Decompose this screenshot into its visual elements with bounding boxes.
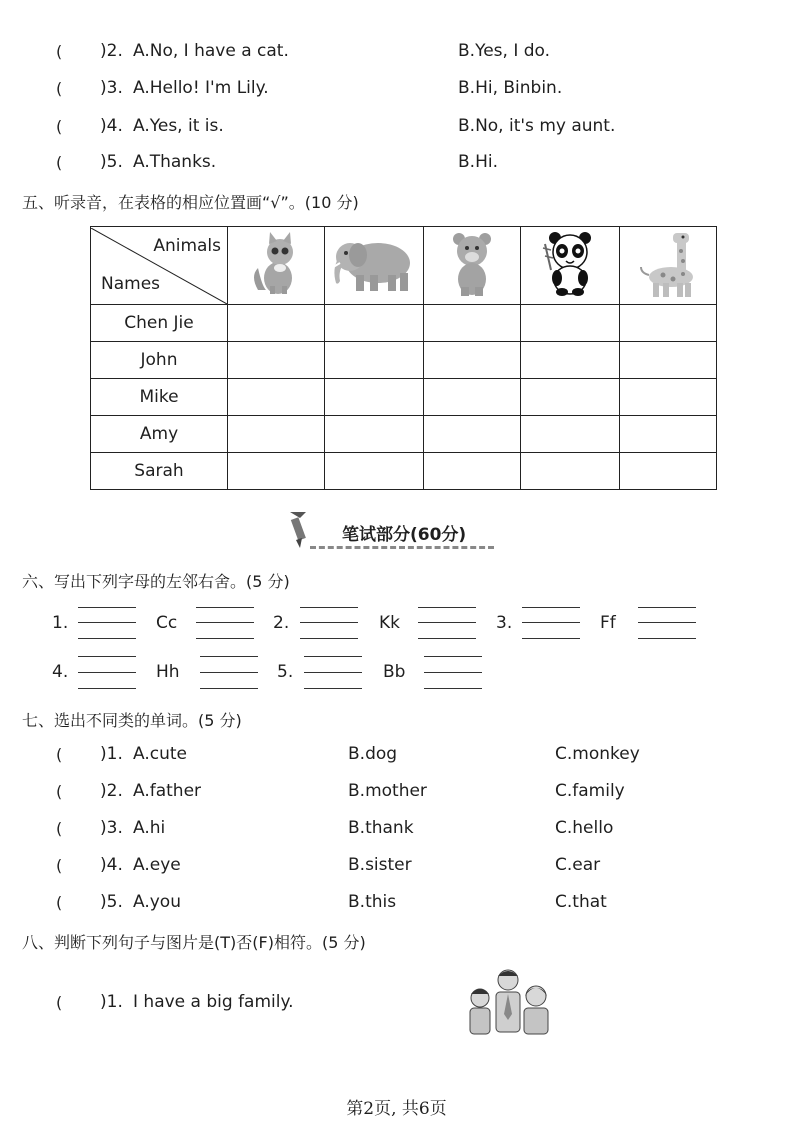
item-number: )1.: [100, 744, 123, 764]
writing-line[interactable]: [300, 622, 358, 623]
writing-line[interactable]: [304, 672, 362, 673]
answer-cell[interactable]: [620, 453, 717, 490]
answer-paren[interactable]: (: [56, 856, 63, 875]
option-c: C.monkey: [555, 744, 640, 764]
giraffe-cell: [620, 227, 717, 305]
writing-line[interactable]: [78, 638, 136, 639]
banner-underline: [310, 546, 494, 549]
answer-cell[interactable]: [424, 342, 521, 379]
answer-cell[interactable]: [424, 416, 521, 453]
writing-line[interactable]: [300, 638, 358, 639]
elephant-icon: [328, 233, 420, 293]
item-number: )4.: [100, 855, 123, 875]
item-number: 5.: [277, 662, 294, 682]
item-number: 1.: [52, 613, 69, 633]
name-cell: John: [91, 342, 228, 379]
option-a: A.you: [133, 892, 181, 912]
answer-cell[interactable]: [521, 342, 620, 379]
item-number: )1.: [100, 992, 123, 1012]
option-b: B.thank: [348, 818, 414, 838]
answer-cell[interactable]: [521, 379, 620, 416]
option-b: B.dog: [348, 744, 398, 764]
item-number: )5.: [100, 892, 123, 912]
cat-icon: [246, 228, 306, 298]
answer-paren[interactable]: (: [56, 819, 63, 838]
name-cell: Sarah: [91, 453, 228, 490]
answer-cell[interactable]: [325, 305, 424, 342]
answer-cell[interactable]: [325, 453, 424, 490]
writing-line[interactable]: [522, 638, 580, 639]
writing-line[interactable]: [78, 688, 136, 689]
page-number: 第2页, 共6页: [346, 1099, 447, 1119]
answer-paren[interactable]: (: [56, 782, 63, 801]
writing-line[interactable]: [196, 622, 254, 623]
writing-line[interactable]: [638, 607, 696, 608]
writing-line[interactable]: [424, 688, 482, 689]
table-row: [91, 342, 717, 379]
item-number: )5.: [100, 152, 123, 172]
writing-line[interactable]: [78, 622, 136, 623]
writing-line[interactable]: [424, 672, 482, 673]
header-animals: Animals: [153, 235, 221, 256]
option-a: A.father: [133, 781, 202, 801]
writing-line[interactable]: [418, 607, 476, 608]
writing-line[interactable]: [638, 638, 696, 639]
writing-line[interactable]: [196, 638, 254, 639]
elephant-cell: [325, 227, 424, 305]
answer-paren[interactable]: (: [56, 79, 63, 98]
section5-title: 五、听录音，在表格的相应位置画“√”。(10 分): [22, 193, 359, 212]
answer-cell[interactable]: [620, 305, 717, 342]
given-letter: Kk: [379, 613, 400, 633]
given-letter: Bb: [383, 662, 406, 682]
option-b: B.this: [348, 892, 397, 912]
answer-cell[interactable]: [228, 416, 325, 453]
answer-paren[interactable]: (: [56, 153, 63, 172]
answer-cell[interactable]: [620, 379, 717, 416]
option-c: C.that: [555, 892, 607, 912]
option-a: A.eye: [133, 855, 181, 875]
option-b: B.sister: [348, 855, 412, 875]
table-row: [91, 379, 717, 416]
answer-cell[interactable]: [521, 416, 620, 453]
section8-title: 八、判断下列句子与图片是(T)否(F)相符。(5 分): [22, 933, 366, 952]
banner-label: 笔试部分(60分): [342, 525, 467, 545]
table-header-row: [91, 227, 717, 305]
item-number: 4.: [52, 662, 69, 682]
section6-title: 六、写出下列字母的左邻右舍。(5 分): [22, 572, 290, 591]
answer-paren[interactable]: (: [56, 117, 63, 136]
giraffe-icon: [633, 227, 703, 299]
answer-cell[interactable]: [424, 379, 521, 416]
writing-line[interactable]: [300, 607, 358, 608]
answer-cell[interactable]: [228, 342, 325, 379]
given-letter: Cc: [156, 613, 178, 633]
answer-paren[interactable]: (: [56, 745, 63, 764]
answer-cell[interactable]: [325, 342, 424, 379]
option-b: B.No, it's my aunt.: [458, 116, 616, 136]
answer-cell[interactable]: [325, 379, 424, 416]
cat-cell: [228, 227, 325, 305]
answer-cell[interactable]: [228, 453, 325, 490]
header-names: Names: [101, 273, 161, 294]
option-b: B.mother: [348, 781, 427, 801]
item-number: )4.: [100, 116, 123, 136]
name-cell: Amy: [91, 416, 228, 453]
writing-line[interactable]: [418, 622, 476, 623]
table-row: [91, 416, 717, 453]
panda-icon: [537, 230, 603, 296]
name-cell: Mike: [91, 379, 228, 416]
answer-cell[interactable]: [424, 305, 521, 342]
item-number: 2.: [273, 613, 290, 633]
answer-cell[interactable]: [521, 305, 620, 342]
section7-title: 七、选出不同类的单词。(5 分): [22, 711, 242, 730]
writing-line[interactable]: [196, 607, 254, 608]
option-c: C.hello: [555, 818, 614, 838]
writing-line[interactable]: [200, 688, 258, 689]
item-number: )3.: [100, 818, 123, 838]
name-cell: Chen Jie: [91, 305, 228, 342]
writing-line[interactable]: [304, 656, 362, 657]
bear-icon: [447, 229, 497, 297]
table-row: [91, 305, 717, 342]
answer-paren[interactable]: (: [56, 42, 63, 61]
answer-paren[interactable]: (: [56, 893, 63, 912]
answer-cell[interactable]: [228, 305, 325, 342]
writing-line[interactable]: [522, 622, 580, 623]
writing-line[interactable]: [78, 656, 136, 657]
header-diagonal-cell: [91, 227, 228, 305]
writing-line[interactable]: [418, 638, 476, 639]
option-a: A.Thanks.: [133, 152, 217, 172]
writing-line[interactable]: [200, 672, 258, 673]
option-c: C.ear: [555, 855, 601, 875]
given-letter: Hh: [156, 662, 180, 682]
option-b: B.Yes, I do.: [458, 41, 551, 61]
option-a: A.Hello! I'm Lily.: [133, 78, 269, 98]
item-number: )3.: [100, 78, 123, 98]
answer-cell[interactable]: [521, 453, 620, 490]
option-a: A.Yes, it is.: [133, 116, 224, 136]
writing-line[interactable]: [304, 688, 362, 689]
answer-paren[interactable]: (: [56, 993, 63, 1012]
answer-cell[interactable]: [228, 379, 325, 416]
item-number: 3.: [496, 613, 513, 633]
option-c: C.family: [555, 781, 625, 801]
writing-line[interactable]: [424, 656, 482, 657]
writing-line[interactable]: [200, 656, 258, 657]
given-letter: Ff: [600, 613, 616, 633]
answer-cell[interactable]: [325, 416, 424, 453]
answer-cell[interactable]: [620, 342, 717, 379]
table-row: [91, 453, 717, 490]
item-number: )2.: [100, 781, 123, 801]
writing-line[interactable]: [78, 672, 136, 673]
animals-table: [90, 226, 717, 490]
option-b: B.Hi.: [458, 152, 498, 172]
option-a: A.cute: [133, 744, 187, 764]
option-a: A.No, I have a cat.: [133, 41, 289, 61]
bear-cell: [424, 227, 521, 305]
family-picture: [464, 966, 554, 1038]
option-a: A.hi: [133, 818, 166, 838]
answer-cell[interactable]: [620, 416, 717, 453]
writing-line[interactable]: [78, 607, 136, 608]
answer-cell[interactable]: [424, 453, 521, 490]
writing-line[interactable]: [638, 622, 696, 623]
writing-line[interactable]: [522, 607, 580, 608]
item-number: )2.: [100, 41, 123, 61]
sentence: I have a big family.: [133, 992, 294, 1012]
option-b: B.Hi, Binbin.: [458, 78, 563, 98]
panda-cell: [521, 227, 620, 305]
